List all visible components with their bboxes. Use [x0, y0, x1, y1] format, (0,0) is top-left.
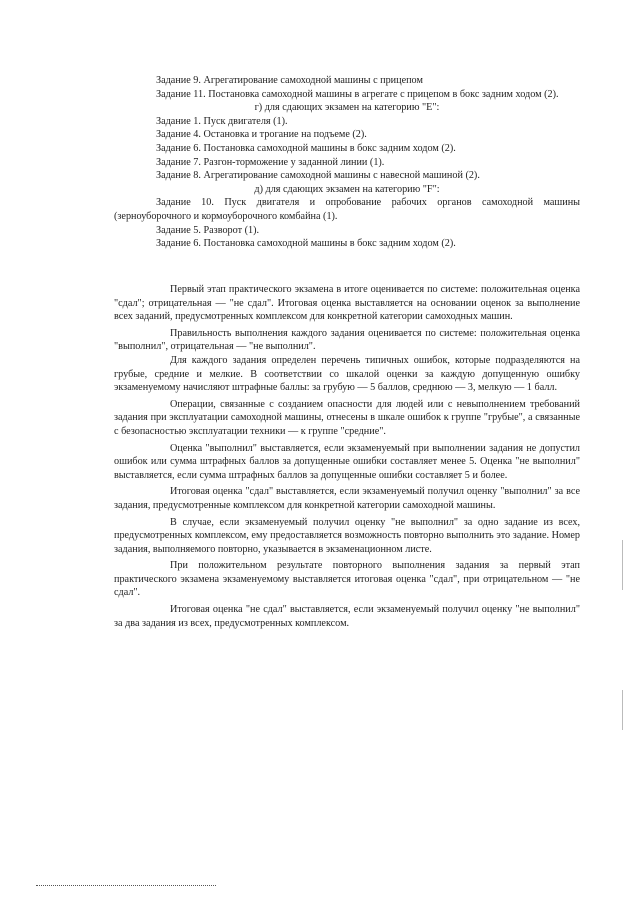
- task-line: Задание 9. Агрегатирование самоходной машины с прицепом: [156, 75, 423, 86]
- rule-paragraph: Первый этап практического экзамена в итоге оценивается по системе: положительная оценка "сдал"; отрицательная — "не сдал". Итоговая оценка выставляется на основании оценок за выполнение всех заданий, предусмотренных комплексом для конкретной категории самоходных машин.: [114, 284, 580, 323]
- category-heading: д) для сдающих экзамен на категорию "F":: [254, 183, 440, 195]
- rule-paragraph: Операции, связанные с созданием опасности для людей или с невыполнением требований задания при эксплуатации самоходной машины, отнесены в шкале ошибок к группе "грубые", а связанные с безопасностью эксплуатации техники — к группе "средние".: [114, 398, 580, 437]
- rule-paragraph: В случае, если экзаменуемый получил оценку "не выполнил" за одно задание из всех, предусмотренных комплексом, ему предоставляется возможность повторно выполнить это задание. Номер задания, выполняемого повторно, указывается в экзаменационном листе.: [114, 516, 580, 555]
- task-line: Задание 6. Постановка самоходной машины в бокс задним ходом (2).: [156, 238, 456, 250]
- task-line: Задание 6. Постановка самоходной машины в бокс задним ходом (2).: [156, 142, 456, 154]
- rule-paragraph: Правильность выполнения каждого задания оценивается по системе: положительная оценка "выполнил", отрицательная — "не выполнил".: [114, 327, 580, 353]
- task-list: [114, 74, 580, 251]
- task-line: Задание 8. Агрегатирование самоходной машины с навесной машиной (2).: [156, 170, 480, 182]
- task-line: Задание 11. Постановка самоходной машины в агрегате с прицепом в бокс задним ходом (2).: [156, 88, 559, 100]
- evaluation-rules: [114, 283, 580, 630]
- rule-paragraph: Итоговая оценка "сдал" выставляется, если экзаменуемый получил оценку "выполнил" за все задания, предусмотренные комплексом для конкретной категории самоходной машины.: [114, 486, 580, 511]
- task-line: Задание 10. Пуск двигателя и опробование рабочих органов самоходной машины (зерноуборочного и кормоуборочного комбайна (1).: [114, 197, 580, 222]
- task-line: Задание 5. Разворот (1).: [156, 224, 260, 236]
- scan-edge-mark: [622, 690, 623, 730]
- rule-paragraph: При положительном результате повторного выполнения задания за первый этап практического экзамена экзаменуемому выставляется итоговая оценка "сдал", при отрицательном — "не сдал".: [114, 560, 580, 599]
- task-line: Задание 1. Пуск двигателя (1).: [156, 115, 288, 127]
- rule-paragraph: Итоговая оценка "не сдал" выставляется, если экзаменуемый получил оценку "не выполнил" за два задания из всех, предусмотренных комплексом.: [114, 604, 580, 629]
- rule-paragraph: Для каждого задания определен перечень типичных ошибок, которые подразделяются на грубые, средние и мелкие. В соответствии со шкалой оценки за каждую допущенную ошибку экзаменуемому начисляют штрафные баллы: за грубую — 5 баллов, среднюю — 3, мелкую — 1 балл.: [114, 354, 580, 394]
- scan-edge-mark: [622, 540, 623, 590]
- task-line: Задание 7. Разгон-торможение у заданной линии (1).: [156, 156, 385, 168]
- category-heading: г) для сдающих экзамен на категорию "Е":: [254, 102, 440, 114]
- rule-paragraph: Оценка "выполнил" выставляется, если экзаменуемый при выполнении задания не допустил ошибок или сумма штрафных баллов за допущенные ошибки составляет менее 5. Оценка "не выполнил" выставляется, если сумма штрафных баллов за допущенные ошибки составляет 5 и более.: [114, 442, 580, 481]
- task-line: Задание 4. Остановка и трогание на подъеме (2).: [156, 129, 367, 141]
- footer-divider: [36, 885, 216, 886]
